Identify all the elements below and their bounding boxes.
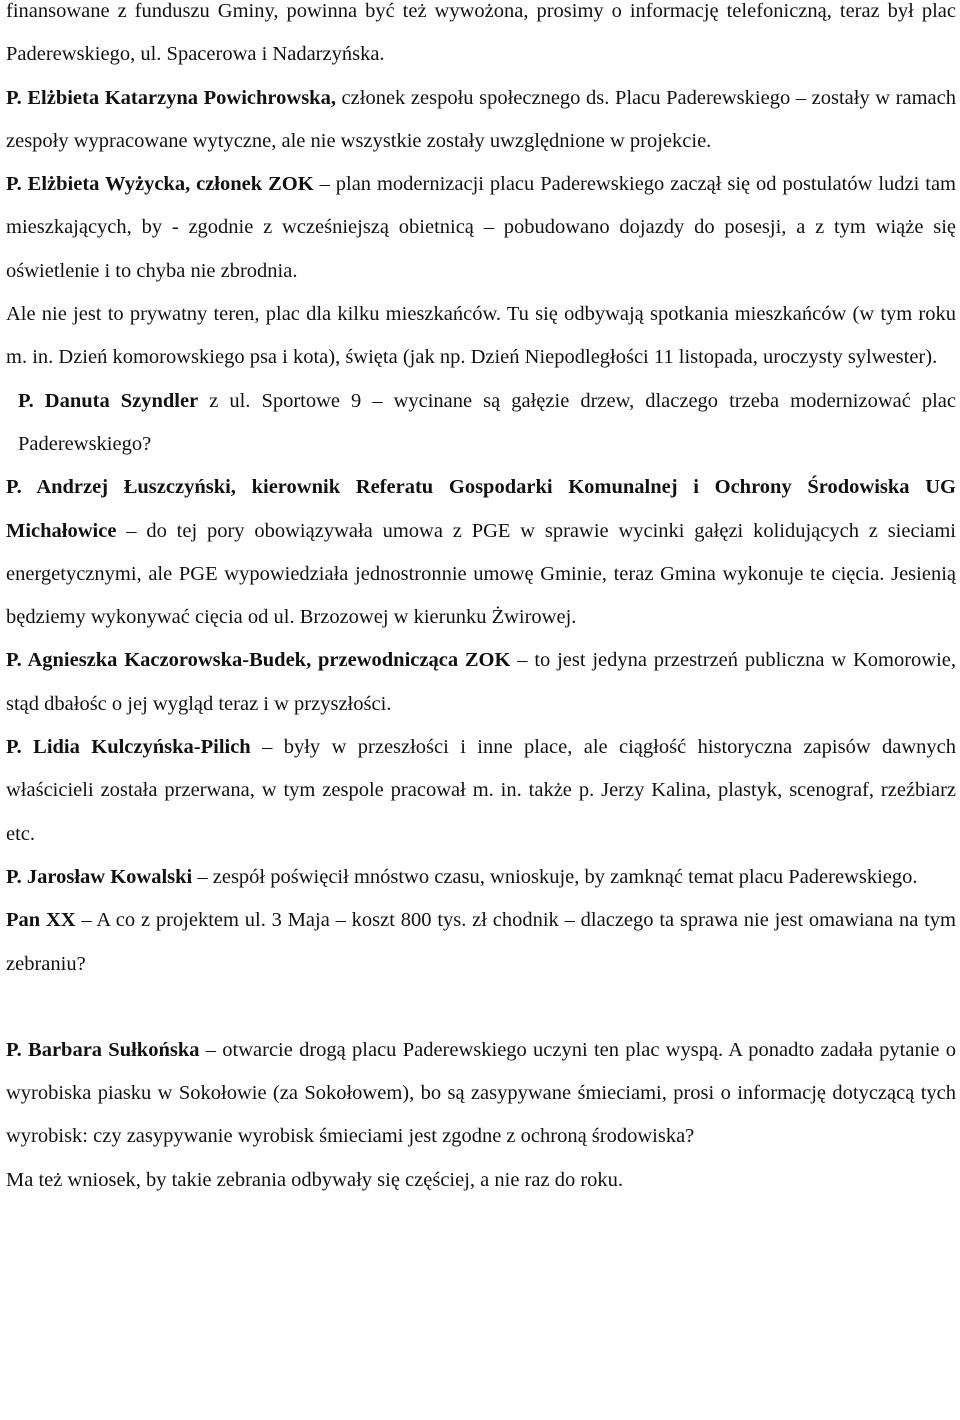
paragraph-text: finansowane z funduszu Gminy, powinna być też wywożona, prosimy o informację telefoniczną, teraz był plac Paderewskiego, ul. Spacerowa i Nadarzyńska. (6, 0, 956, 66)
speaker-name: Pan XX (6, 909, 76, 932)
paragraph-text: – plan modernizacji placu Paderewskiego zaczął się od postulatów ludzi tam mieszkających, by - zgodnie z wcześniejszą obietnicą – pobudowano dojazdy do posesji, a z tym wiąże się oświetlenie i to chyba nie zbrodnia. (6, 173, 956, 282)
paragraph-text: – do tej pory obowiązywała umowa z PGE w sprawie wycinki gałęzi kolidujących z sieciami energetycznymi, ale PGE wypowiedziała jednostronnie umowę Gminie, teraz Gmina wykonuje te cięcia. Jesienią będziemy wykonywać cięcia od ul. Brzozowej w kierunku Żwirowej. (6, 519, 956, 629)
paragraph-text: członek zespołu społecznego ds. Placu Paderewskiego – zostały w ramach zespoły wypracowane wytyczne, ale nie wszystkie zostały uwzględnione w projekcie. (6, 86, 957, 152)
speaker-name: P. Elżbieta Katarzyna Powichrowska, (6, 86, 336, 109)
paragraph-luszczynski (6, 466, 956, 639)
paragraph-powichrowska (6, 77, 956, 164)
paragraph-kulczynska (6, 726, 956, 856)
speaker-name: P. Lidia Kulczyńska-Pilich (6, 736, 251, 759)
paragraph-text: Ale nie jest to prywatny teren, plac dla kilku mieszkańców. Tu się odbywają spotkania mieszkańców (w tym roku m. in. Dzień komorowskiego psa i kota), święta (jak np. Dzień Niepodległości 11 listopada, uroczysty sylwester). (6, 303, 956, 369)
speaker-name: P. Elżbieta Wyżycka, członek ZOK (6, 173, 314, 196)
paragraph-pan-xx (6, 899, 956, 986)
paragraph-text: – to jest jedyna przestrzeń publiczna w Komorowie, stąd dbałośc o jej wygląd teraz i w przyszłości. (6, 649, 956, 715)
paragraph-text: – zespół poświęcił mnóstwo czasu, wnioskuje, by zamknąć temat placu Paderewskiego. (192, 865, 918, 888)
speaker-name: P. Jarosław Kowalski (6, 865, 193, 888)
paragraph-request (6, 1159, 956, 1202)
paragraph-text: – A co z projektem ul. 3 Maja – koszt 800 tys. zł chodnik – dlaczego ta sprawa nie jest omawiana na tym zebraniu? (6, 909, 956, 975)
paragraph-wyzycka (6, 163, 956, 293)
paragraph-kowalski (6, 856, 956, 899)
paragraph-intro (6, 0, 956, 77)
speaker-name: P. Agnieszka Kaczorowska-Budek, przewodnicząca ZOK (6, 649, 511, 672)
paragraph-text: – otwarcie drogą placu Paderewskiego uczyni ten plac wyspą. A ponadto zadała pytanie o wyrobiska piasku w Sokołowie (za Sokołowem), bo są zasypywane śmieciami, prosi o informację dotyczącą tych wyrobisk: czy zasypywanie wyrobisk śmieciami jest zgodne z ochroną środowiska? (6, 1038, 957, 1148)
paragraph-text: z ul. Sportowe 9 – wycinane są gałęzie drzew, dlaczego trzeba modernizować plac Paderewskiego? (18, 389, 957, 455)
paragraph-kaczorowska (6, 639, 956, 726)
paragraph-szyndler (6, 380, 956, 467)
paragraph-text: – były w przeszłości i inne place, ale ciągłość historyczna zapisów dawnych właścicieli została przerwana, w tym zespole pracował m. in. także p. Jerzy Kalina, plastyk, scenograf, rzeźbiarz etc. (6, 736, 957, 845)
paragraph-gap (6, 986, 956, 1029)
speaker-name: P. Andrzej Łuszczyński, kierownik Referatu Gospodarki Komunalnej i Ochrony Środowiska UG Michałowice (6, 476, 956, 542)
paragraph-text: Ma też wniosek, by takie zebrania odbywały się częściej, a nie raz do roku. (6, 1168, 624, 1191)
speaker-name: P. Danuta Szyndler (18, 389, 199, 412)
speaker-name: P. Barbara Sułkońska (6, 1038, 200, 1061)
document-page (6, 0, 956, 1202)
paragraph-sulkonska (6, 1029, 956, 1159)
paragraph-public-space (6, 293, 956, 380)
